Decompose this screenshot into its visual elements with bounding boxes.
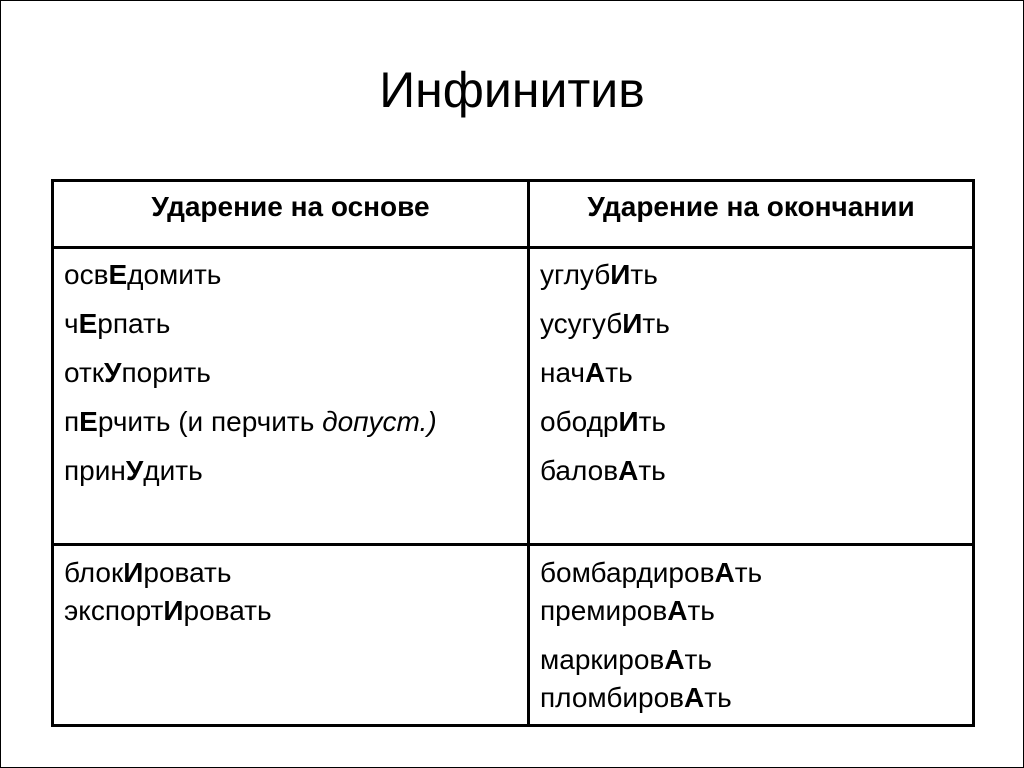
list-item: премировАть (540, 595, 715, 626)
list-item: маркировАть (540, 644, 712, 675)
list-item: освЕдомить (64, 259, 222, 290)
list-item: пломбировАть (540, 682, 732, 713)
list-item: начАть (540, 357, 633, 388)
list-item: баловАть (540, 455, 666, 486)
table-border-center (527, 179, 530, 727)
list-item: экспортИровать (64, 595, 272, 626)
list-item: углубИть (540, 259, 658, 290)
header-ending-stress: Ударение на окончании (587, 191, 915, 222)
list-item: блокИровать (64, 557, 232, 588)
list-item: ободрИть (540, 406, 667, 437)
list-item: откУпорить (64, 357, 211, 388)
table-border-right (972, 179, 975, 727)
usage-note: допуст.) (322, 406, 437, 437)
list-item: принУдить (64, 455, 203, 486)
list-item: чЕрпать (64, 308, 171, 339)
table-border-left (51, 179, 54, 727)
list-item: пЕрчить (и перчить допуст.) (64, 406, 437, 437)
table-border-bottom (51, 724, 975, 727)
table-border-header (51, 246, 975, 249)
table-border-top (51, 179, 975, 182)
list-item: усугубИть (540, 308, 670, 339)
list-item: бомбардировАть (540, 557, 763, 588)
verb-stress-table (51, 179, 975, 727)
table-border-middle (51, 543, 975, 546)
header-stem-stress: Ударение на основе (151, 191, 430, 222)
slide-title: Инфинитив (379, 62, 645, 118)
